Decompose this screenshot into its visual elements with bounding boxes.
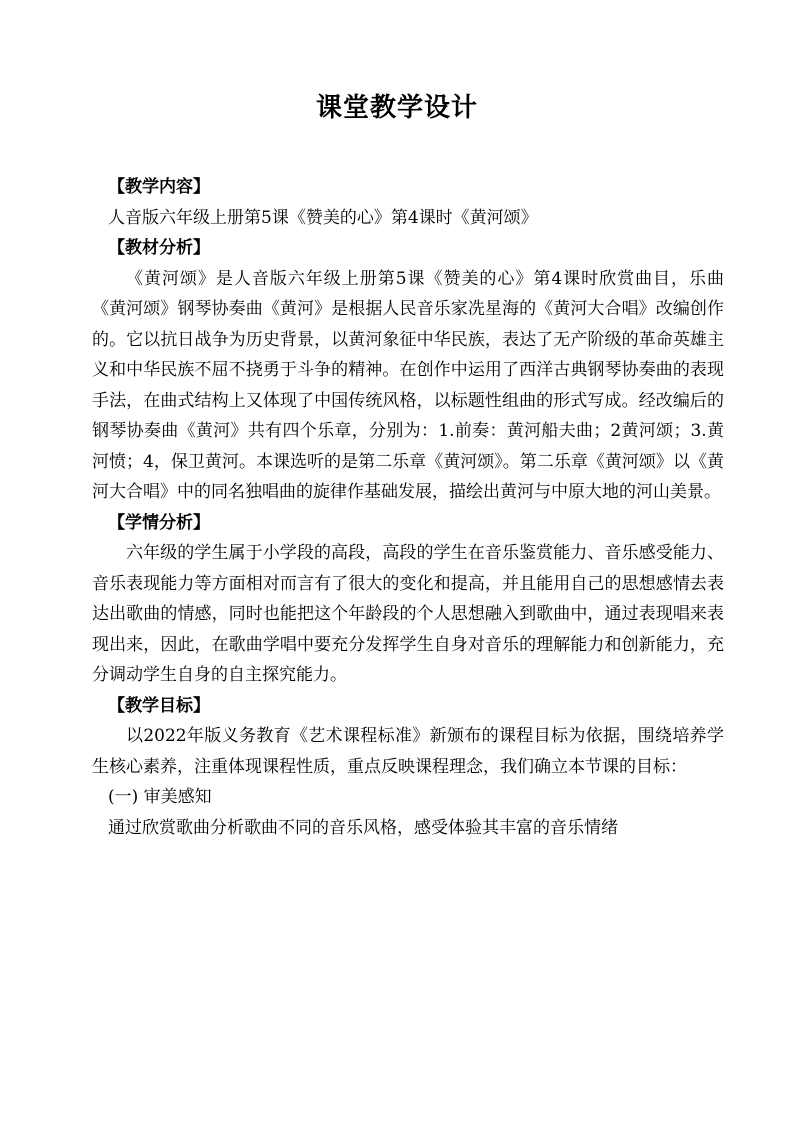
students-text: 六年级的学生属于小学段的高段，高段的学生在音乐鉴赏能力、音乐感受能力、音乐表现能力等方面相对而言有了很大的变化和提高，并且能用自己的思想感情去表达出歌曲的情感，同时也能把这个年龄段的个人思想融入到歌曲中，通过表现唱来表现出来，因此，在歌曲学唱中要充分发挥学生自身对音乐的理解能力和创新能力，充分调动学生自身的自主探究能力。 xyxy=(92,543,724,685)
goals-subtext-aesthetic: 通过欣赏歌曲分析歌曲不同的音乐风格，感受体验其丰富的音乐情绪 xyxy=(108,817,618,838)
document-body xyxy=(92,172,724,843)
goals-subheading-aesthetic: (一) 审美感知 xyxy=(108,787,212,807)
goals-text: 以2022年版义务教育《艺术课程标准》新颁布的课程目标为依据，围绕培养学生核心素养，注重体现课程性质，重点反映课程理念，我们确立本节课的目标： xyxy=(92,726,724,777)
material-text: 《黄河颂》是人音版六年级上册第5课《赞美的心》第4课时欣赏曲目，乐曲《黄河颂》钢琴协奏曲《黄河》是根据人民音乐家冼星海的《黄河大合唱》改编创作的。它以抗日战争为历史背景，以黄河象征中华民族，表达了无产阶级的革命英雄主义和中华民族不屈不挠勇于斗争的精神。在创作中运用了西洋古典钢琴协奏曲的表现手法，在曲式结构上又体现了中国传统风格，以标题性组曲的形式写成。经改编后的钢琴协奏曲《黄河》共有四个乐章，分别为：1.前奏：黄河船夫曲；2黄河颂；3.黄河愤；4，保卫黄河。本课选听的是第二乐章《黄河颂》。第二乐章《黄河颂》以《黄河大合唱》中的同名独唱曲的旋律作基础发展，描绘出黄河与中原大地的河山美景。 xyxy=(92,268,724,502)
section-heading-content: 【教学内容】 xyxy=(108,177,210,197)
page-title: 课堂教学设计 xyxy=(315,93,478,123)
section-heading-goals: 【教学目标】 xyxy=(108,695,210,716)
section-heading-students: 【学情分析】 xyxy=(108,512,210,533)
section-heading-material: 【教材分析】 xyxy=(108,238,210,258)
content-text: 人音版六年级上册第5课《赞美的心》第4课时《黄河颂》 xyxy=(108,207,538,228)
